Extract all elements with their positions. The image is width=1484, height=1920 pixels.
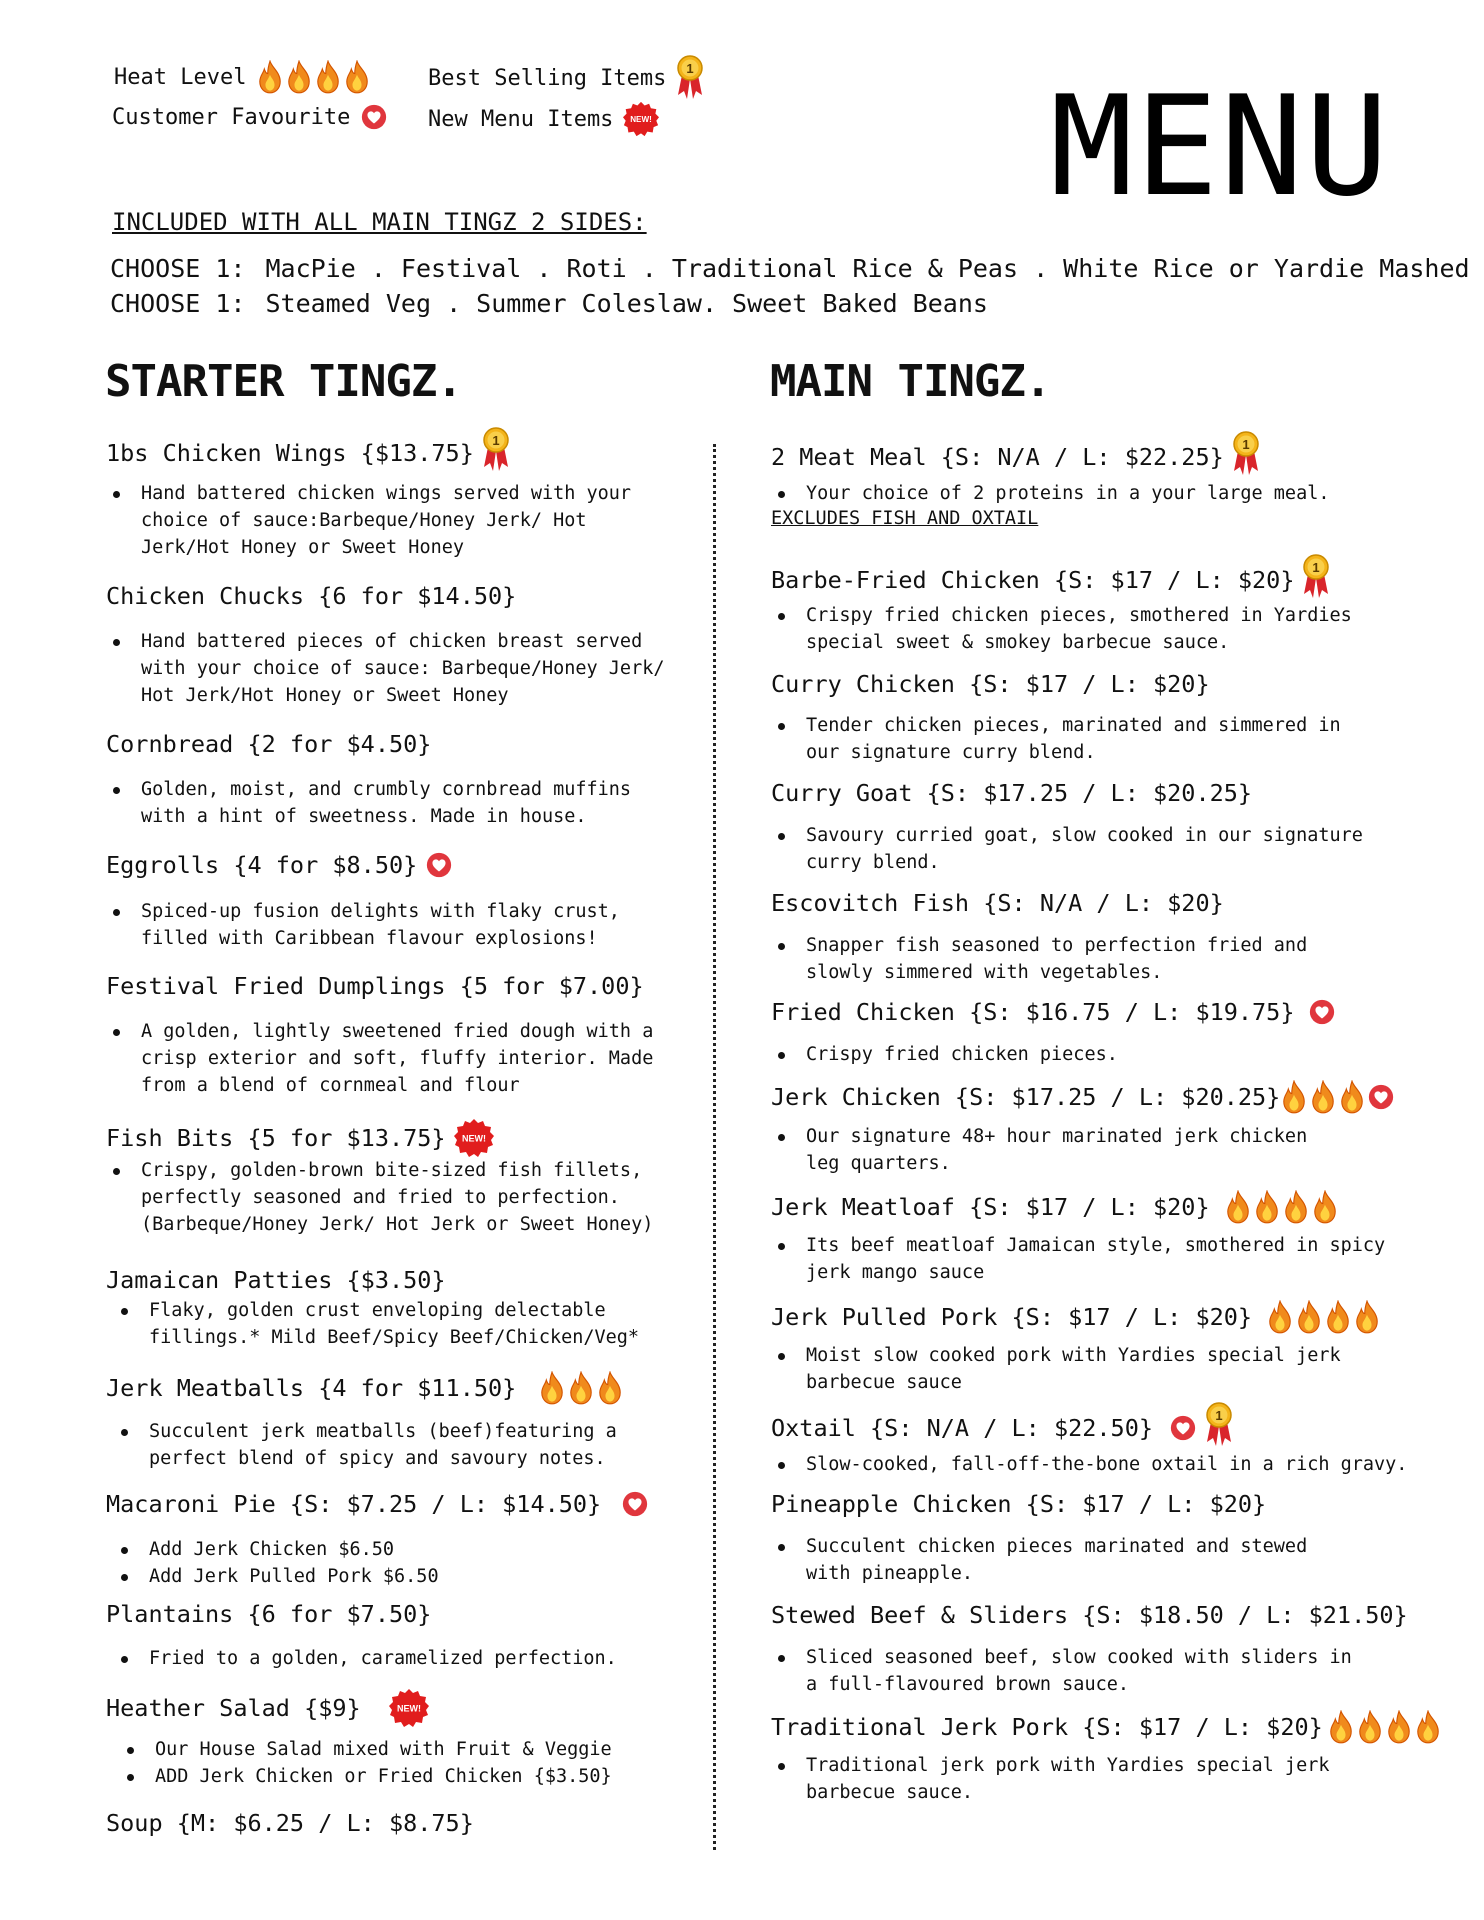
menu-item-title [106,1371,624,1405]
item-description [771,1533,1307,1587]
ribbon-medal-icon [676,55,704,101]
new-badge-icon [454,1118,494,1158]
menu-item-title [106,582,516,610]
item-name: Curry Chicken {S: $17 / L: $20} [771,670,1210,698]
flame-icon [1253,1190,1281,1224]
item-description [771,1041,1118,1068]
item-name: Pineapple Chicken {S: $17 / L: $20} [771,1490,1267,1518]
heart-badge-icon [621,1490,649,1518]
item-name: Barbe-Fried Chicken {S: $17 / L: $20} [771,566,1295,594]
choose-row-2 [110,289,988,318]
item-name: Fried Chicken {S: $16.75 / L: $19.75} [771,998,1295,1026]
description-bullet: Your choice of 2 proteins in a your large meal. [771,480,1329,507]
item-description [771,480,1329,507]
item-description [106,480,631,561]
flame-icon [256,60,284,94]
menu-item-title [106,972,644,1000]
item-description [106,898,620,952]
description-bullet: Sliced seasoned beef, slow cooked with sliders in a full-flavoured brown sauce. [771,1644,1352,1698]
item-description [114,1418,617,1472]
item-description [771,1232,1385,1286]
menu-item-title [106,1688,429,1728]
menu-item-title [106,1600,431,1628]
item-description [106,628,664,709]
item-description [771,712,1341,766]
ribbon-medal-icon [1205,1402,1233,1448]
choose-options: Steamed Veg . Summer Coleslaw. Sweet Baked Beans [265,289,988,318]
heart-badge-icon [1308,998,1336,1026]
item-name: Jerk Pulled Pork {S: $17 / L: $20} [771,1303,1253,1331]
flame-icons [1280,1080,1395,1114]
menu-item-title [771,998,1336,1026]
item-name: Traditional Jerk Pork {S: $17 / L: $20} [771,1713,1323,1741]
item-description [771,822,1363,876]
new-badge-icon [389,1688,429,1728]
flame-icon [1282,1190,1310,1224]
item-name: Curry Goat {S: $17.25 / L: $20.25} [771,779,1253,807]
item-description [771,932,1307,986]
description-bullet: Spiced-up fusion delights with flaky crust, filled with Caribbean flavour explosions! [106,898,620,952]
flame-icon [1295,1300,1323,1334]
description-bullet: Tender chicken pieces, marinated and simmered in our signature curry blend. [771,712,1341,766]
item-description [114,1645,617,1672]
choose-row-1 [110,254,1470,283]
choose-label: CHOOSE 1: [110,254,246,283]
description-bullet: Moist slow cooked pork with Yardies special jerk barbecue sauce [771,1342,1341,1396]
heart-badge-icon [1169,1414,1197,1442]
description-bullet: Flaky, golden crust enveloping delectable fillings.* Mild Beef/Spicy Beef/Chicken/Veg* [114,1297,639,1351]
flame-icon [567,1371,595,1405]
item-description [771,602,1352,656]
item-description [106,1157,653,1238]
item-name: Macaroni Pie {S: $7.25 / L: $14.50} [106,1490,602,1518]
description-bullet: Golden, moist, and crumbly cornbread muffins with a hint of sweetness. Made in house. [106,776,631,830]
flame-icon [314,60,342,94]
heart-badge-icon [1367,1083,1395,1111]
item-name: Cornbread {2 for $4.50} [106,730,432,758]
description-bullet: Hand battered pieces of chicken breast served with your choice of sauce: Barbeque/Honey Jerk/ Hot Jerk/Hot Honey or Sweet Honey [106,628,664,709]
flame-icon [343,60,371,94]
item-description [120,1736,612,1790]
flame-icon [1353,1300,1381,1334]
menu-item-title [106,1809,474,1837]
item-description [114,1536,439,1590]
description-bullet: ADD Jerk Chicken or Fried Chicken {$3.50} [120,1763,612,1790]
item-name: Stewed Beef & Sliders {S: $18.50 / L: $21.50} [771,1601,1408,1629]
column-divider [713,444,716,1850]
flame-icons [1327,1710,1442,1744]
item-name: 2 Meat Meal {S: N/A / L: $22.25} [771,443,1224,471]
item-description [114,1297,639,1351]
flame-icons [256,60,371,94]
item-name: Heather Salad {$9} [106,1694,361,1722]
flame-icons [1224,1190,1339,1224]
description-bullet: A golden, lightly sweetened fried dough with a crisp exterior and soft, fluffy interior. Made from a blend of cornmeal and flour [106,1018,653,1099]
description-bullet: Add Jerk Chicken $6.50 [114,1536,439,1563]
description-bullet: Fried to a golden, caramelized perfection. [114,1645,617,1672]
item-description [771,1752,1329,1806]
legend-customer-favourite-label: Customer Favourite [112,104,351,130]
menu-item-title [771,1490,1266,1518]
menu-item-title [771,1601,1408,1629]
description-bullet: Our House Salad mixed with Fruit & Veggie [120,1736,612,1763]
item-description [771,1451,1407,1478]
flame-icon [1224,1190,1252,1224]
item-name: Escovitch Fish {S: N/A / L: $20} [771,889,1224,917]
item-description [106,776,631,830]
description-bullet: Crispy, golden-brown bite-sized fish fillets, perfectly seasoned and fried to perfection. (Barbeque/Honey Jerk/ Hot Jerk or Sweet Honey) [106,1157,653,1238]
description-bullet: Traditional jerk pork with Yardies special jerk barbecue sauce. [771,1752,1329,1806]
item-name: Oxtail {S: N/A / L: $22.50} [771,1414,1154,1442]
menu-item-title [771,889,1224,917]
flame-icons [538,1371,624,1405]
menu-item-title [106,851,453,879]
description-bullet: Crispy fried chicken pieces, smothered in Yardies special sweet & smokey barbecue sauce. [771,602,1352,656]
item-description [771,1644,1352,1698]
legend-heat-level [114,60,371,94]
item-description [771,1123,1307,1177]
heart-badge-icon [425,851,453,879]
menu-item-title [771,1080,1395,1114]
item-name: Plantains {6 for $7.50} [106,1600,432,1628]
flame-icon [1338,1080,1366,1114]
description-bullet: Hand battered chicken wings served with your choice of sauce:Barbeque/Honey Jerk/ Hot Jerk/Hot Honey or Sweet Honey [106,480,631,561]
item-name: Soup {M: $6.25 / L: $8.75} [106,1809,474,1837]
item-description [106,1018,653,1099]
ribbon-medal-icon [1302,554,1330,600]
menu-item-title [771,1300,1381,1334]
legend-heat-level-label: Heat Level [114,64,247,90]
flame-icon [1311,1190,1339,1224]
menu-item-title [106,1118,494,1158]
description-bullet: Add Jerk Pulled Pork $6.50 [114,1563,439,1590]
legend-new-items-label: New Menu Items [428,106,614,132]
flame-icon [1327,1710,1355,1744]
description-bullet: Snapper fish seasoned to perfection fried and slowly simmered with vegetables. [771,932,1307,986]
flame-icon [538,1371,566,1405]
item-name: Fish Bits {5 for $13.75} [106,1124,446,1152]
ribbon-medal-icon [1232,431,1260,477]
item-name: Eggrolls {4 for $8.50} [106,851,418,879]
menu-title: MENU [1050,66,1391,227]
item-name: 1bs Chicken Wings {$13.75} [106,439,474,467]
flame-icon [596,1371,624,1405]
menu-item-title [106,1266,446,1294]
item-name: Jamaican Patties {$3.50} [106,1266,446,1294]
item-description [771,1342,1341,1396]
description-bullet: Slow-cooked, fall-off-the-bone oxtail in a rich gravy. [771,1451,1407,1478]
item-name: Jerk Meatloaf {S: $17 / L: $20} [771,1193,1210,1221]
menu-item-title [771,1190,1339,1224]
flame-icon [1356,1710,1384,1744]
legend-best-selling [428,55,704,101]
flame-icon [1266,1300,1294,1334]
description-bullet: Its beef meatloaf Jamaican style, smothered in spicy jerk mango sauce [771,1232,1385,1286]
flame-icon [1280,1080,1308,1114]
menu-item-title [771,560,1330,600]
menu-item-title [106,730,431,758]
heart-badge-icon [360,103,388,131]
mains-title: MAIN TINGZ. [770,356,1051,407]
choose-label: CHOOSE 1: [110,289,246,318]
item-note: EXCLUDES FISH AND OXTAIL [771,508,1039,529]
legend-new-items [428,101,659,137]
ribbon-medal-icon [482,427,510,473]
item-name: Chicken Chucks {6 for $14.50} [106,582,517,610]
legend-best-selling-label: Best Selling Items [428,65,667,91]
choose-options: MacPie . Festival . Roti . Traditional Rice & Peas . White Rice or Yardie Mashed [265,254,1470,283]
menu-item-title [106,433,510,473]
menu-item-title [771,779,1252,807]
sides-heading: INCLUDED WITH ALL MAIN TINGZ 2 SIDES: [112,208,647,236]
menu-item-title [106,1490,649,1518]
flame-icon [1385,1710,1413,1744]
description-bullet: Crispy fried chicken pieces. [771,1041,1118,1068]
menu-item-title [771,1710,1442,1744]
menu-item-title [771,1408,1233,1448]
flame-icon [1309,1080,1337,1114]
flame-icon [1414,1710,1442,1744]
legend-customer-favourite [112,103,388,131]
starters-title: STARTER TINGZ. [105,356,462,407]
menu-item-title [771,670,1210,698]
description-bullet: Succulent jerk meatballs (beef)featuring a perfect blend of spicy and savoury notes. [114,1418,617,1472]
description-bullet: Our signature 48+ hour marinated jerk chicken leg quarters. [771,1123,1307,1177]
flame-icons [1266,1300,1381,1334]
flame-icon [285,60,313,94]
flame-icon [1324,1300,1352,1334]
menu-item-title [771,437,1260,477]
item-name: Festival Fried Dumplings {5 for $7.00} [106,972,644,1000]
new-badge-icon [623,101,659,137]
description-bullet: Savoury curried goat, slow cooked in our signature curry blend. [771,822,1363,876]
description-bullet: Succulent chicken pieces marinated and stewed with pineapple. [771,1533,1307,1587]
item-name: Jerk Chicken {S: $17.25 / L: $20.25} [771,1083,1281,1111]
item-name: Jerk Meatballs {4 for $11.50} [106,1374,517,1402]
